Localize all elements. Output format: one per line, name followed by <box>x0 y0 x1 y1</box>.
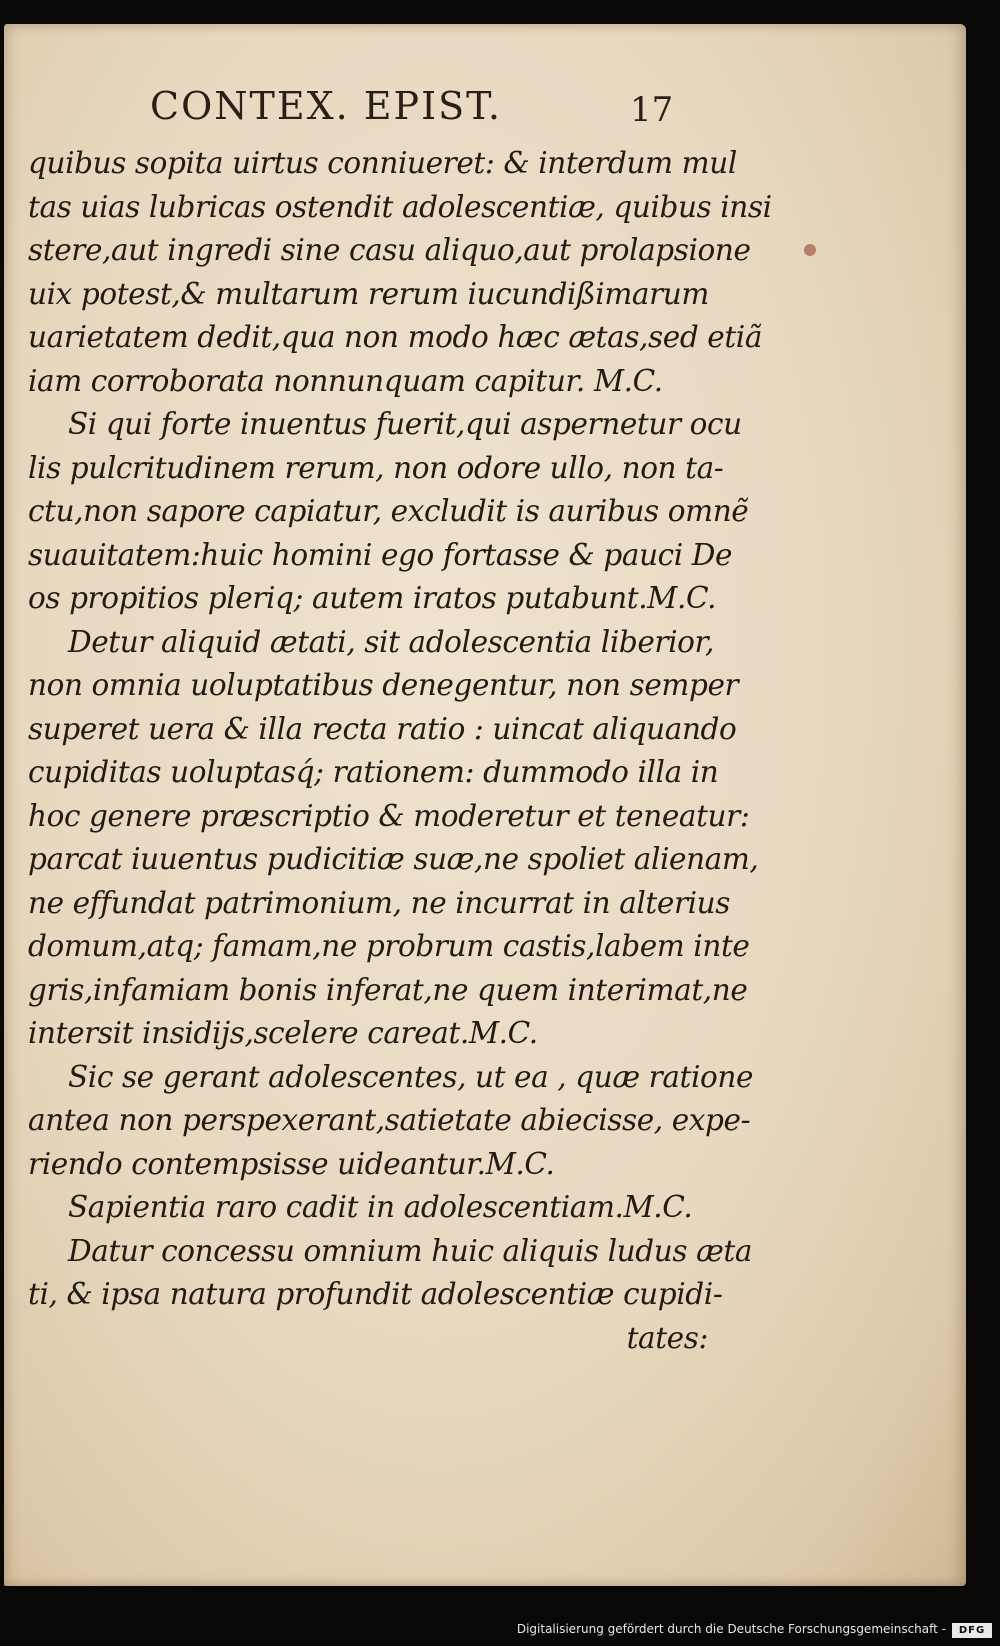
text-line: riendo contempsisse uideantur.M.C. <box>28 1146 555 1181</box>
running-title: CONTEX. EPIST. <box>150 84 502 128</box>
text-line: uarietatem dedit,qua non modo hæc ætas,sed etiã <box>28 320 763 354</box>
catchword: tates: <box>626 1320 708 1355</box>
text-line: cupiditas uoluptasq́; rationem: dummodo illa in <box>28 755 719 789</box>
running-head <box>150 84 850 134</box>
digitization-credit: Digitalisierung gefördert durch die Deutsche Forschungsgemeinschaft - <box>516 1622 946 1636</box>
text-line: ne effundat patrimonium, ne incurrat in alterius <box>28 885 731 920</box>
text-line: lis pulcritudinem rerum, non odore ullo, non ta- <box>28 450 724 485</box>
text-line: Sic se gerant adolescentes, ut ea , quæ ratione <box>68 1059 754 1094</box>
text-line: suauitatem:huic homini ego fortasse & pauci De <box>28 537 733 572</box>
text-line: domum,atq; famam,ne probrum castis,labem inte <box>28 929 750 963</box>
text-line: uix potest,& multarum rerum iucundißimarum <box>28 276 709 311</box>
text-line: intersit insidijs,scelere careat.M.C. <box>28 1016 538 1050</box>
text-line: tas uias lubricas ostendit adolescentiæ, quibus insi <box>28 189 772 224</box>
text-line: superet uera & illa recta ratio : uincat aliquando <box>28 711 737 746</box>
text-line: Si qui forte inuentus fuerit,qui aspernetur ocu <box>68 407 742 441</box>
dfg-logo: DFG <box>952 1623 992 1638</box>
text-line: stere,aut ingredi sine casu aliquo,aut prolapsione <box>28 233 751 267</box>
text-line: ti, & ipsa natura profundit adolescentiæ cupidi- <box>28 1277 723 1311</box>
stain-mark <box>804 244 816 256</box>
text-line: Sapientia raro cadit in adolescentiam.M.C. <box>68 1190 693 1224</box>
text-line: Datur concessu omnium huic aliquis ludus æta <box>68 1233 753 1268</box>
text-line: iam corroborata nonnunquam capitur. M.C. <box>28 363 663 398</box>
text-line: antea non perspexerant,satietate abiecisse, expe- <box>28 1103 751 1137</box>
text-line: hoc genere præscriptio & moderetur et teneatur: <box>28 798 750 833</box>
text-line: ctu,non sapore capiatur, excludit is auribus omnẽ <box>28 494 749 528</box>
page-number: 17 <box>630 90 674 130</box>
text-line: quibus sopita uirtus conniueret: & interdum mul <box>28 146 737 180</box>
text-line: parcat iuuentus pudicitiæ suæ,ne spoliet alienam, <box>28 842 759 876</box>
body-text <box>28 142 772 1360</box>
text-line: Detur aliquid ætati, sit adolescentia liberior, <box>68 624 714 659</box>
text-line: non omnia uoluptatibus denegentur, non semper <box>28 668 739 702</box>
text-line: gris,infamiam bonis inferat,ne quem interimat,ne <box>28 972 748 1007</box>
text-line: os propitios pleriq; autem iratos putabunt.M.C. <box>28 581 717 615</box>
